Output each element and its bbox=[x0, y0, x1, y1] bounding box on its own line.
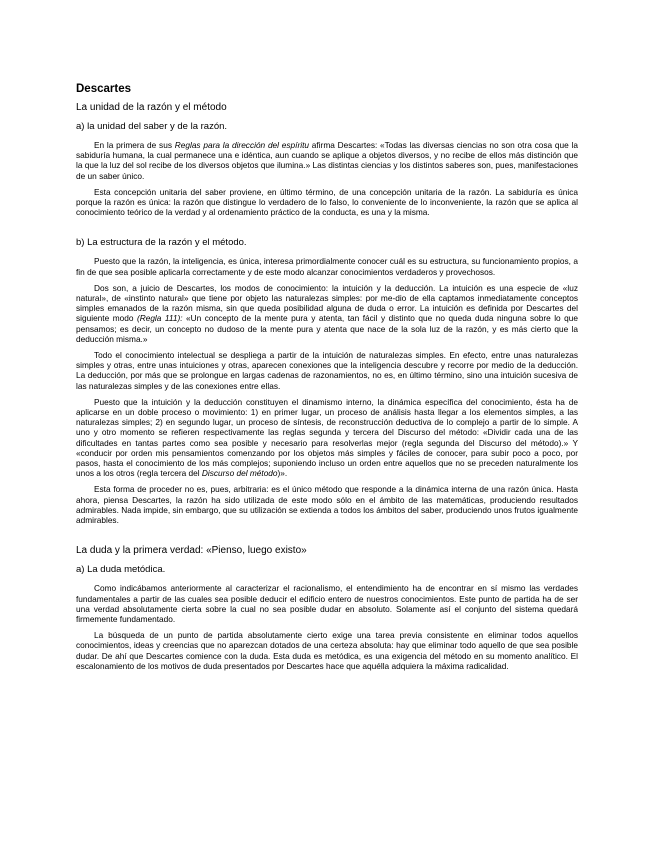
document-title: Descartes bbox=[76, 83, 131, 95]
subsection-heading-b: b) La estructura de la razón y el método. bbox=[76, 237, 247, 249]
paragraph: Esta forma de proceder no es, pues, arbitraria: es el único método que responde a la dinámica interna de una razón única. Hasta ahora, piensa Descartes, la razón ha sido utilizada de este modo sólo en el ámbito de las matemáticas, produciendo resultados admirables. Nada impide, sin embargo, que su utilización se extienda a todos los ámbitos del saber, produciendo unos frutos igualmente admirables. bbox=[76, 484, 578, 526]
paragraph: Puesto que la razón, la inteligencia, es única, interesa primordialmente conocer cuál es su estructura, su funcionamiento propios, a fin de que sea posible aplicarla correctamente y de este modo alcanzar conocimientos verdaderos y provechosos. bbox=[76, 256, 578, 277]
paragraph: Puesto que la intuición y la deducción constituyen el dinamismo interno, la dinámica específica del conocimiento, ésta ha de aplicarse en un doble proceso o movimiento: 1) en primer lugar, un proceso de análisis hasta llegar a los elementos simples, a las naturalezas simples; 2) en segundo lugar, un proceso de síntesis, de reconstrucción deductiva de lo complejo a partir de lo simple. A uno y otro momento se refieren respectivamente las reglas segunda y tercera del Discurso del método: «Dividir cada una de las dificultades en tantas partes como sea posible y necesario para resolverlas mejor (regla segunda del Discurso del método).» Y «conducir por orden mis pensamientos comenzando por los objetos más simples y fáciles de conocer, para subir poco a poco, por pasos, hasta el conocimiento de los más complejos; suponiendo incluso un orden entre aquellos que no se preceden naturalmente los unos a los otros (regla tercera del Discurso del método)». bbox=[76, 396, 578, 479]
paragraph: Como indicábamos anteriormente al caracterizar el racionalismo, el entendimiento ha de encontrar en sí mismo las verdades fundamentales a partir de las cuales sea posible deducir el edificio entero de nuestros conocimientos. Este punto de partida ha de ser una verdad absolutamente cierta sobre la cual no sea posible dudar en absoluto. Solamente así el conjunto del sistema quedará firmemente fundamentado. bbox=[76, 583, 578, 624]
paragraph: Esta concepción unitaria del saber proviene, en último término, de una concepción unitaria de la razón. La sabiduría es única porque la razón es única: la razón que distingue lo verdadero de lo falso, lo conveniente de lo inconveniente, la razón que se aplica al conocimiento teórico de la verdad y al ordenamiento práctico de la conducta, es una y la misma. bbox=[76, 186, 578, 218]
paragraph: Todo el conocimiento intelectual se despliega a partir de la intuición de naturalezas simples. En efecto, entre unas naturalezas simples y otras, entre unas intuiciones y otras, aparecen conexiones que la inteligencia descubre y recorre por medio de la deducción. La deducción, por más que se prolongue en largas cadenas de razonamientos, no es, en último término, sino una intuición sucesiva de las naturalezas simples y de las conexiones entre ellas. bbox=[76, 350, 578, 391]
section-heading-unidad: La unidad de la razón y el método bbox=[76, 102, 227, 113]
paragraph: Dos son, a juicio de Descartes, los modos de conocimiento: la intuición y la deducción. La intuición es una especie de «luz natural», de «instinto natural» que tiene por objeto las naturalezas simples: por me-dio de ella captamos inmediatamente conceptos simples emanados de la razón misma, sin que queda posibilidad alguna de duda o error. La intuición es definida por Descartes del siguiente modo (Regla 111): «Un concepto de la mente pura y atenta, tan fácil y distinto que no queda duda ninguna sobre lo que pensamos; es decir, un concepto no dudoso de la mente pura y atenta que nace de la sola luz de la razón, y es más cierto que la deducción misma.» bbox=[76, 282, 578, 344]
subsection-heading-duda-a: a) La duda metódica. bbox=[76, 564, 166, 576]
paragraph: En la primera de sus Reglas para la dirección del espíritu afirma Descartes: «Todas las diversas ciencias no son otra cosa que la sabiduría humana, la cual permanece una e idéntica, aun cuando se aplique a objetos diversos, y no recibe de ellos más distinción que la que la luz del sol recibe de los diversos objetos que ilumina.» Las distintas ciencias y los distintos saberes son, pues, manifestaciones de un saber único. bbox=[76, 140, 578, 181]
subsection-heading-a: a) la unidad del saber y de la razón. bbox=[76, 121, 228, 132]
section-heading-duda: La duda y la primera verdad: «Pienso, luego existo» bbox=[76, 545, 307, 557]
paragraph: La búsqueda de un punto de partida absolutamente cierto exige una tarea previa consistente en eliminar todos aquellos conocimientos, ideas y creencias que no aparezcan dotados de una certeza absoluta: hay que eliminar todo aquello de que sea posible dudar. De ahí que Descartes comience con la duda. Esta duda es metódica, es una exigencia del método en su momento analítico. El escalonamiento de los motivos de duda presentados por Descartes hace que aquélla adquiera la máxima radicalidad. bbox=[76, 630, 578, 671]
document-page bbox=[76, 82, 578, 677]
